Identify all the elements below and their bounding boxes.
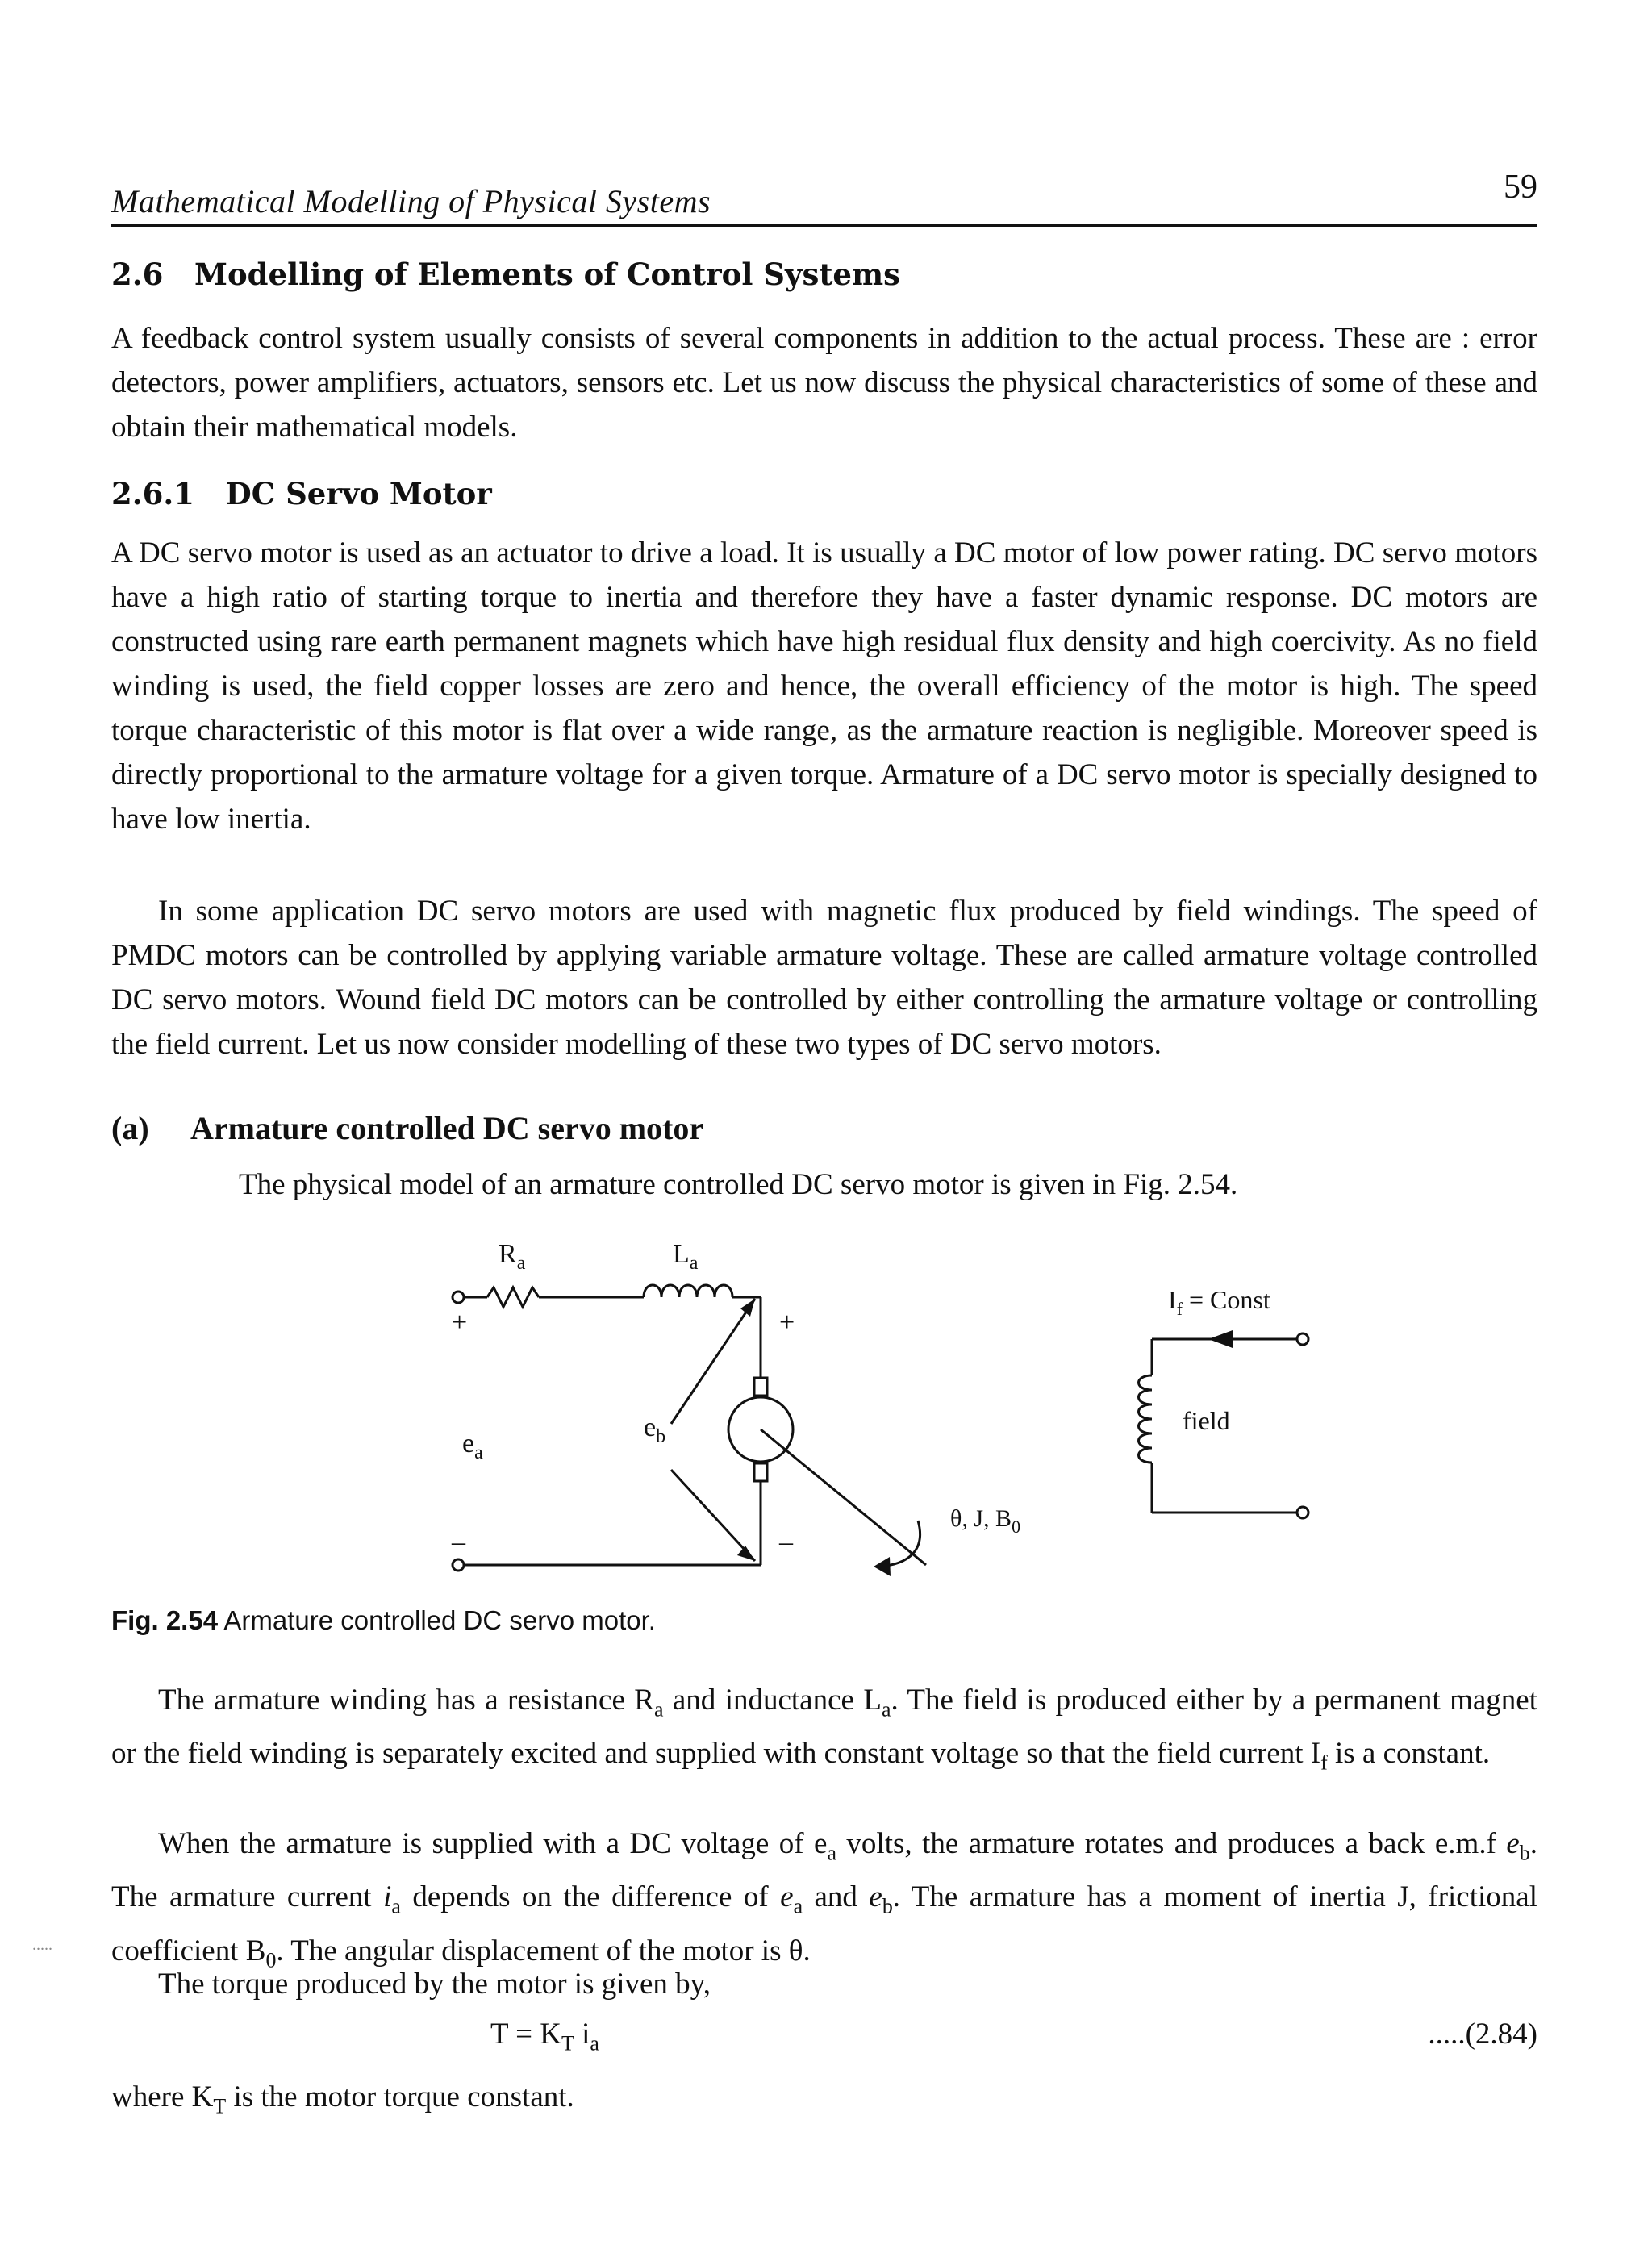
equation-body: $T = K_T$ $i_a$ xyxy=(490,2018,599,2055)
section-heading xyxy=(111,257,900,292)
subsection-heading xyxy=(111,476,492,511)
eb-arrow-head-bottom xyxy=(737,1546,755,1561)
terminal-field-top xyxy=(1297,1333,1308,1345)
minus-right: – xyxy=(779,1527,793,1557)
figure-2-54 xyxy=(313,1218,1362,1597)
subsection-title: DC Servo Motor xyxy=(225,476,492,511)
equation-number: .....(2.84) xyxy=(1428,2018,1537,2051)
item-a-label: (a) xyxy=(111,1110,149,1146)
item-a-intro: The physical model of an armature controlled DC servo motor is given in Fig. 2.54. xyxy=(239,1168,1238,1201)
figure-caption-number: Fig. 2.54 xyxy=(111,1605,219,1635)
body-paragraph-4: When the armature is supplied with a DC voltage of $e_a$ volts, the armature rotates and produces a back e.m.f $e_b$. The armature current $i_a$ depends on the difference of $e_a$ and $e_b$. The armature has a moment of inertia J, frictional coefficient $B_0$. The angular displacement of the motor is θ. xyxy=(111,1827,1537,1972)
inductor-la-symbol xyxy=(644,1285,732,1297)
plus-right: + xyxy=(779,1308,795,1337)
item-a-title: Armature controlled DC servo motor xyxy=(190,1110,704,1146)
page-number: 59 xyxy=(1504,169,1537,206)
subsection-number: 2.6.1 xyxy=(111,476,194,511)
terminal-bottom-left xyxy=(453,1559,464,1571)
subsection-paragraph-2: In some application DC servo motors are used with magnetic flux produced by field windings. The speed of PMDC motors can be controlled by applying variable armature voltage. These are called armature voltage controlled DC servo motors. Wound field DC motors can be controlled by either controlling the armature voltage or controlling the field current. Let us now consider modelling of these two types of DC servo motors. xyxy=(111,895,1537,1061)
eb-arrow-head-top xyxy=(740,1299,755,1317)
circuit-diagram xyxy=(313,1218,1362,1597)
eb-arrow-up xyxy=(671,1299,755,1424)
rotation-arrow-head xyxy=(874,1557,891,1576)
running-header xyxy=(111,168,1537,227)
label-la: $L_a$ xyxy=(673,1239,699,1274)
minus-left: – xyxy=(452,1527,465,1557)
brush-top xyxy=(754,1378,767,1396)
field-current-arrow-head xyxy=(1208,1330,1233,1348)
section-number: 2.6 xyxy=(111,257,164,292)
label-field: field xyxy=(1183,1406,1230,1435)
figure-caption xyxy=(111,1605,656,1636)
body-paragraph-3: The armature winding has a resistance $R_a$ and inductance $L_a$. The field is produced either by a permanent magnet or the field winding is separately excited and supplied with constant voltage so that the field current $I_f$ is a constant. xyxy=(111,1684,1538,1775)
item-a-heading xyxy=(111,1109,703,1147)
label-theta-j-b0: θ, J, $B_0$ xyxy=(950,1505,1021,1537)
margin-dots: ..... xyxy=(32,1936,52,1954)
label-ra: $R_a$ xyxy=(499,1239,526,1274)
subsection-paragraph-1: A DC servo motor is used as an actuator to drive a load. It is usually a DC motor of low power rating. DC servo motors have a high ratio of starting torque to inertia and therefore they have a faster dynamic response. DC motors are constructed using rare earth permanent magnets which have high residual flux density and high coercivity. As no field winding is used, the field copper losses are zero and hence, the overall efficiency of the motor is high. The speed torque characteristic of this motor is flat over a wide range, as the armature reaction is negligible. Moreover speed is directly proportional to the armature voltage for a given torque. Armature of a DC servo motor is specially designed to have low inertia. xyxy=(111,536,1537,836)
field-winding-symbol xyxy=(1139,1375,1153,1463)
plus-left: + xyxy=(452,1308,468,1337)
body-paragraph-5: The torque produced by the motor is given by, xyxy=(158,1968,711,2001)
figure-caption-text: Armature controlled DC servo motor. xyxy=(218,1605,656,1635)
section-paragraph: A feedback control system usually consists of several components in addition to the actual process. These are : error detectors, power amplifiers, actuators, sensors etc. Let us now discuss the physical characteristics of some of these and obtain their mathematical models. xyxy=(111,322,1537,444)
resistor-ra-symbol xyxy=(487,1287,539,1307)
equation-2-84 xyxy=(111,2017,1537,2061)
brush-bottom xyxy=(754,1463,767,1481)
label-if-const: $I_f$ = Const xyxy=(1168,1285,1270,1319)
label-ea: $e_a$ xyxy=(462,1429,483,1463)
eb-arrow-down xyxy=(671,1470,755,1561)
section-title: Modelling of Elements of Control Systems xyxy=(194,257,900,292)
label-eb: $e_b$ xyxy=(644,1413,666,1447)
running-title: Mathematical Modelling of Physical Systems xyxy=(111,183,711,219)
terminal-field-bottom xyxy=(1297,1507,1308,1518)
terminal-top-left xyxy=(453,1292,464,1303)
body-paragraph-6: where $K_T$ is the motor torque constant. xyxy=(111,2080,574,2118)
